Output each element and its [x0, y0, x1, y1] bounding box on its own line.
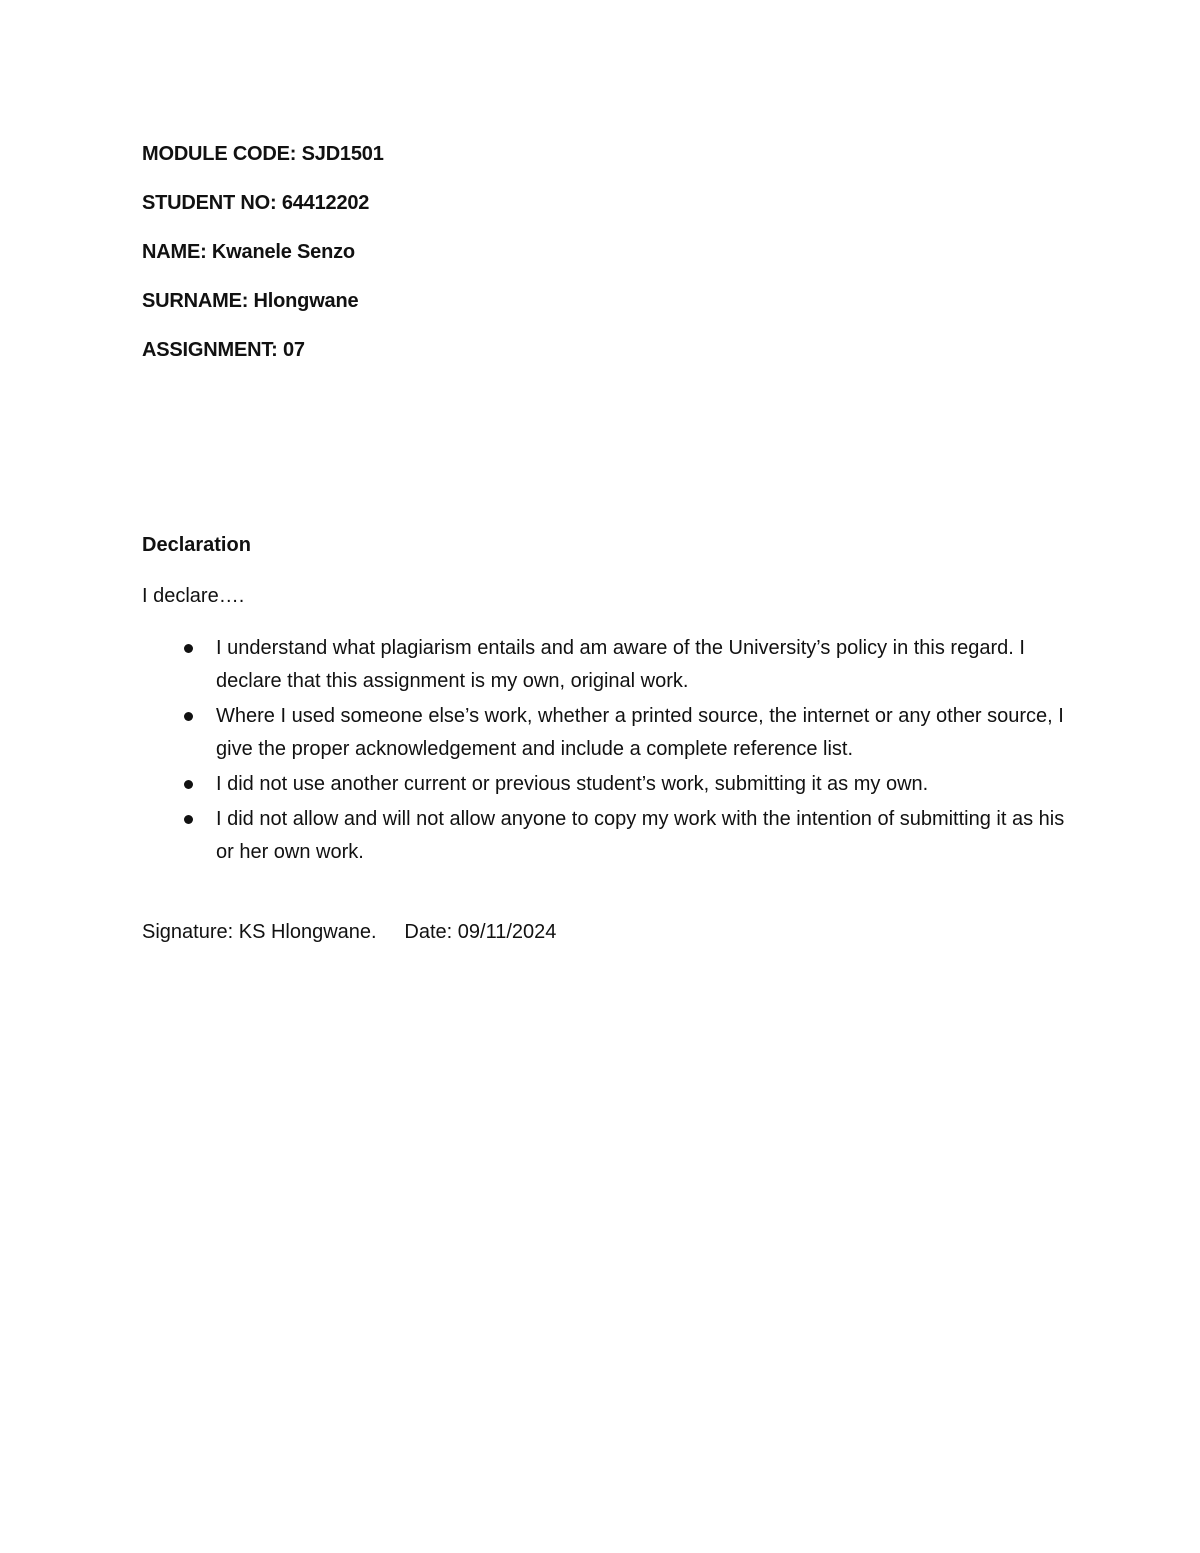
surname-line [142, 290, 358, 313]
assignment-value: 07 [282, 339, 305, 361]
bullet-icon [184, 644, 193, 653]
declaration-item-text: I did not use another current or previous student’s work, submitting it as my own. [216, 773, 929, 795]
surname-label: SURNAME: [142, 290, 249, 312]
signature-value: KS Hlongwane. [238, 921, 377, 943]
assignment-label: ASSIGNMENT: [142, 339, 278, 361]
name-label: NAME: [142, 241, 207, 263]
declaration-item [142, 700, 1072, 766]
name-value: Kwanele Senzo [211, 241, 355, 263]
module-code-label: MODULE CODE: [142, 143, 297, 165]
surname-value: Hlongwane [253, 290, 359, 312]
signature-line [142, 921, 556, 944]
declaration-item-text: Where I used someone else’s work, whether a printed source, the internet or any other source, I give the proper acknowledgement and include a complete reference list. [216, 705, 1064, 760]
assignment-line [142, 339, 305, 362]
date-value: 09/11/2024 [457, 921, 557, 943]
declaration-item-text: I did not allow and will not allow anyone to copy my work with the intention of submitting it as his or her own work. [216, 808, 1065, 863]
date-label: Date: [404, 921, 453, 943]
declaration-item [142, 803, 1072, 869]
declaration-item-text: I understand what plagiarism entails and am aware of the University’s policy in this regard. I declare that this assignment is my own, original work. [216, 637, 1025, 692]
student-no-line [142, 192, 369, 215]
declaration-intro: I declare…. [142, 585, 245, 607]
declaration-item [142, 768, 1072, 801]
declaration-item [142, 632, 1072, 698]
bullet-icon [184, 780, 193, 789]
module-code-line [142, 143, 384, 166]
bullet-icon [184, 712, 193, 721]
module-code-value: SJD1501 [301, 143, 384, 165]
declaration-heading: Declaration [142, 534, 251, 556]
student-no-label: STUDENT NO: [142, 192, 277, 214]
student-no-value: 64412202 [281, 192, 370, 214]
declaration-list [142, 632, 1072, 871]
signature-label: Signature: [142, 921, 234, 943]
bullet-icon [184, 815, 193, 824]
name-line [142, 241, 355, 264]
